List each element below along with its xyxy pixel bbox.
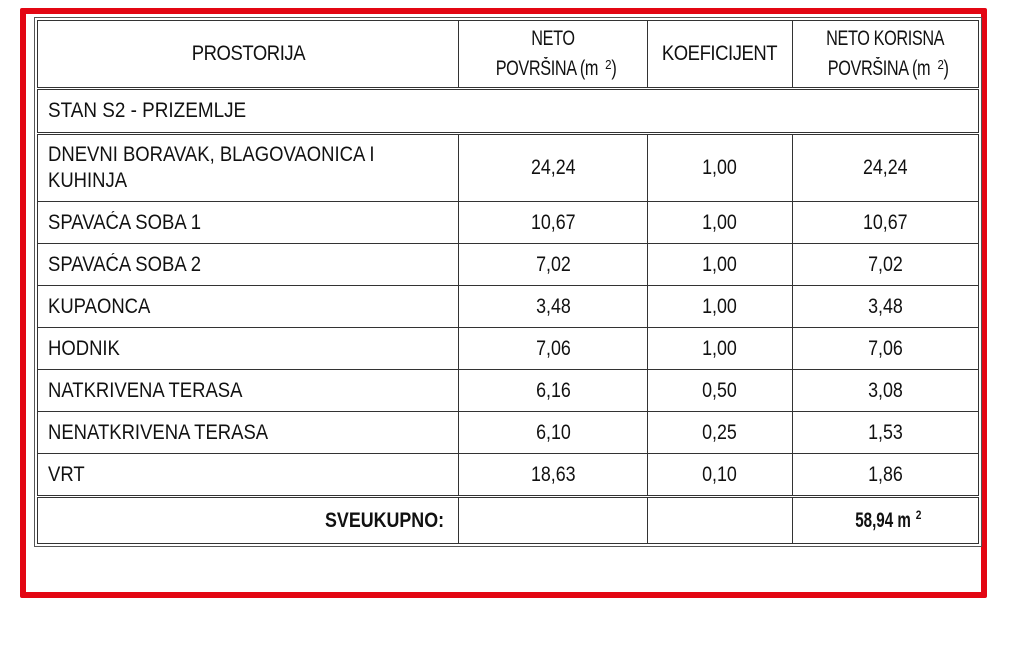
header-room: PROSTORIJA <box>38 21 459 89</box>
table-row <box>38 412 979 454</box>
coefficient: 0,50 <box>647 370 792 412</box>
table-row <box>38 134 979 202</box>
coefficient: 0,25 <box>647 412 792 454</box>
room-name: KUPAONCA <box>38 286 459 328</box>
room-name: HODNIK <box>38 328 459 370</box>
area-table-container <box>34 17 982 547</box>
net-area: 6,16 <box>459 370 647 412</box>
coefficient: 1,00 <box>647 134 792 202</box>
section-title: STAN S2 - PRIZEMLJE <box>38 89 979 134</box>
total-row <box>38 497 979 544</box>
room-name: NENATKRIVENA TERASA <box>38 412 459 454</box>
coefficient: 1,00 <box>647 286 792 328</box>
net-usable-area: 10,67 <box>792 202 978 244</box>
total-empty-coefficient <box>647 497 792 544</box>
header-row <box>38 21 979 89</box>
net-area: 24,24 <box>459 134 647 202</box>
table-row <box>38 244 979 286</box>
coefficient: 0,10 <box>647 454 792 497</box>
total-value: 58,94 m $^2$ <box>792 497 978 544</box>
total-empty-net-area <box>459 497 647 544</box>
net-area: 18,63 <box>459 454 647 497</box>
net-area: 6,10 <box>459 412 647 454</box>
coefficient: 1,00 <box>647 328 792 370</box>
table-row <box>38 202 979 244</box>
net-usable-area: 24,24 <box>792 134 978 202</box>
net-usable-area: 1,86 <box>792 454 978 497</box>
net-area: 3,48 <box>459 286 647 328</box>
table-row <box>38 328 979 370</box>
total-label: SVEUKUPNO: <box>38 497 459 544</box>
table-row <box>38 370 979 412</box>
header-net-area: NETO POVRŠINA (m $^2$) <box>459 21 647 89</box>
area-table <box>37 20 979 544</box>
room-name: NATKRIVENA TERASA <box>38 370 459 412</box>
header-net-usable-area: NETO KORISNA POVRŠINA (m $^2$) <box>792 21 978 89</box>
net-area: 10,67 <box>459 202 647 244</box>
net-usable-area: 1,53 <box>792 412 978 454</box>
room-name: VRT <box>38 454 459 497</box>
header-coefficient: KOEFICIJENT <box>647 21 792 89</box>
net-area: 7,02 <box>459 244 647 286</box>
section-row <box>38 89 979 134</box>
net-usable-area: 7,06 <box>792 328 978 370</box>
table-row <box>38 454 979 497</box>
room-name: SPAVAĆA SOBA 1 <box>38 202 459 244</box>
net-usable-area: 3,08 <box>792 370 978 412</box>
highlight-frame <box>20 8 987 598</box>
net-usable-area: 7,02 <box>792 244 978 286</box>
room-name: DNEVNI BORAVAK, BLAGOVAONICA I KUHINJA <box>38 134 459 202</box>
net-area: 7,06 <box>459 328 647 370</box>
coefficient: 1,00 <box>647 244 792 286</box>
coefficient: 1,00 <box>647 202 792 244</box>
room-name: SPAVAĆA SOBA 2 <box>38 244 459 286</box>
net-usable-area: 3,48 <box>792 286 978 328</box>
table-row <box>38 286 979 328</box>
